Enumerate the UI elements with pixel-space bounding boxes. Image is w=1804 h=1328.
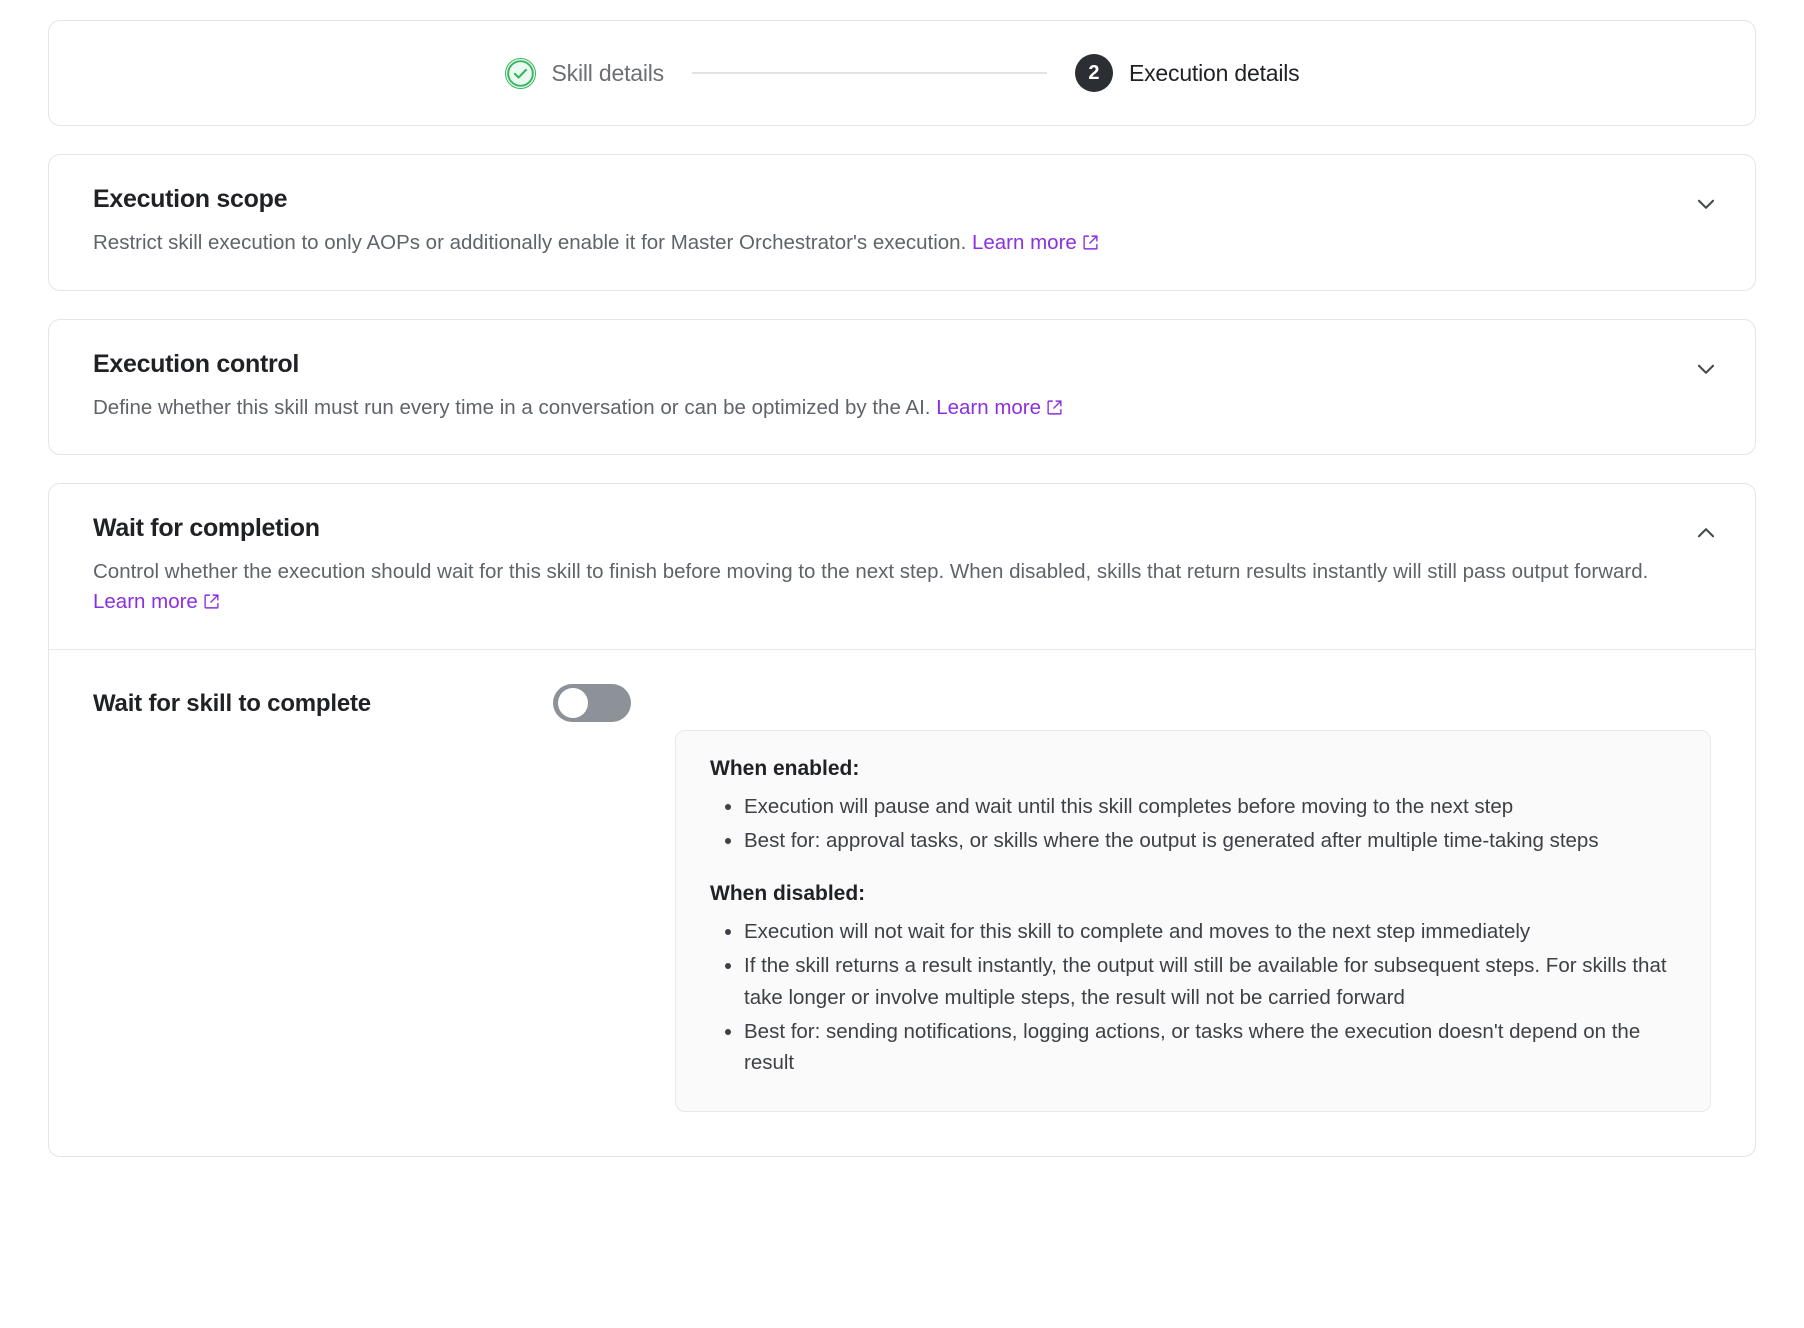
wait-for-completion-description-text: Control whether the execution should wait for this skill to finish before moving to the next step. When disabled, skills that return results instantly will still pass output forward. xyxy=(93,560,1649,584)
execution-control-header[interactable] xyxy=(49,320,1755,455)
section-execution-scope[interactable] xyxy=(48,154,1756,291)
execution-scope-description xyxy=(93,228,1683,260)
progress-stepper xyxy=(48,20,1756,126)
list-item: • Best for: sending notifications, logging actions, or tasks where the execution doesn't depend on the result xyxy=(744,1016,1676,1080)
wait-for-completion-info-box xyxy=(675,730,1711,1112)
execution-control-title: Execution control xyxy=(93,349,300,378)
execution-scope-header[interactable] xyxy=(49,155,1755,290)
section-execution-control[interactable] xyxy=(48,319,1756,456)
stepper-step-skill-details[interactable] xyxy=(505,58,664,89)
stepper-connector xyxy=(692,72,1047,74)
wait-for-completion-body xyxy=(49,650,1755,1156)
list-item: • If the skill returns a result instantly, the output will still be available for subsequent steps. For skills that take longer or involve multiple steps, the result will not be carried forward xyxy=(744,950,1676,1014)
execution-scope-title: Execution scope xyxy=(93,185,288,213)
when-disabled-list xyxy=(710,916,1676,1079)
wait-for-skill-label: Wait for skill to complete xyxy=(93,689,371,717)
execution-scope-learn-more-link[interactable]: Learn more xyxy=(971,231,1077,254)
list-item: • Execution will pause and wait until this skill completes before moving to the next step xyxy=(744,791,1676,823)
wait-for-skill-toggle[interactable] xyxy=(553,684,631,722)
list-item: • Execution will not wait for this skill to complete and moves to the next step immediately xyxy=(744,916,1676,948)
wait-for-completion-title: Wait for completion xyxy=(93,514,320,543)
chevron-up-icon[interactable] xyxy=(1693,520,1719,546)
wait-for-completion-description xyxy=(93,557,1683,618)
list-item: • Best for: approval tasks, or skills where the output is generated after multiple time-taking steps xyxy=(744,825,1676,857)
check-circle-icon xyxy=(505,58,536,89)
external-link-icon xyxy=(1082,230,1099,260)
chevron-down-icon[interactable] xyxy=(1693,191,1719,217)
stepper-step-execution-details[interactable] xyxy=(1075,54,1299,92)
stepper-label-skill-details: Skill details xyxy=(551,59,664,86)
external-link-icon xyxy=(1046,395,1063,425)
stepper-label-execution-details: Execution details xyxy=(1128,59,1300,86)
toggle-knob xyxy=(558,688,588,718)
stepper-number-badge: 2 xyxy=(1075,54,1113,92)
wait-for-completion-header[interactable] xyxy=(49,484,1755,648)
external-link-icon xyxy=(203,589,220,619)
when-disabled-heading: When disabled: xyxy=(710,882,866,906)
execution-scope-description-text: Restrict skill execution to only AOPs or additionally enable it for Master Orchestrator's execution. xyxy=(93,231,972,254)
chevron-down-icon[interactable] xyxy=(1693,356,1719,382)
section-wait-for-completion[interactable] xyxy=(48,483,1756,1157)
execution-control-learn-more-link[interactable]: Learn more xyxy=(936,395,1042,419)
when-enabled-heading: When enabled: xyxy=(710,756,860,780)
execution-control-description-text: Define whether this skill must run every time in a conversation or can be optimized by the AI. xyxy=(93,395,937,419)
when-enabled-list xyxy=(710,791,1676,857)
execution-control-description xyxy=(93,393,1683,425)
wait-for-completion-learn-more-link[interactable]: Learn more xyxy=(93,590,198,614)
